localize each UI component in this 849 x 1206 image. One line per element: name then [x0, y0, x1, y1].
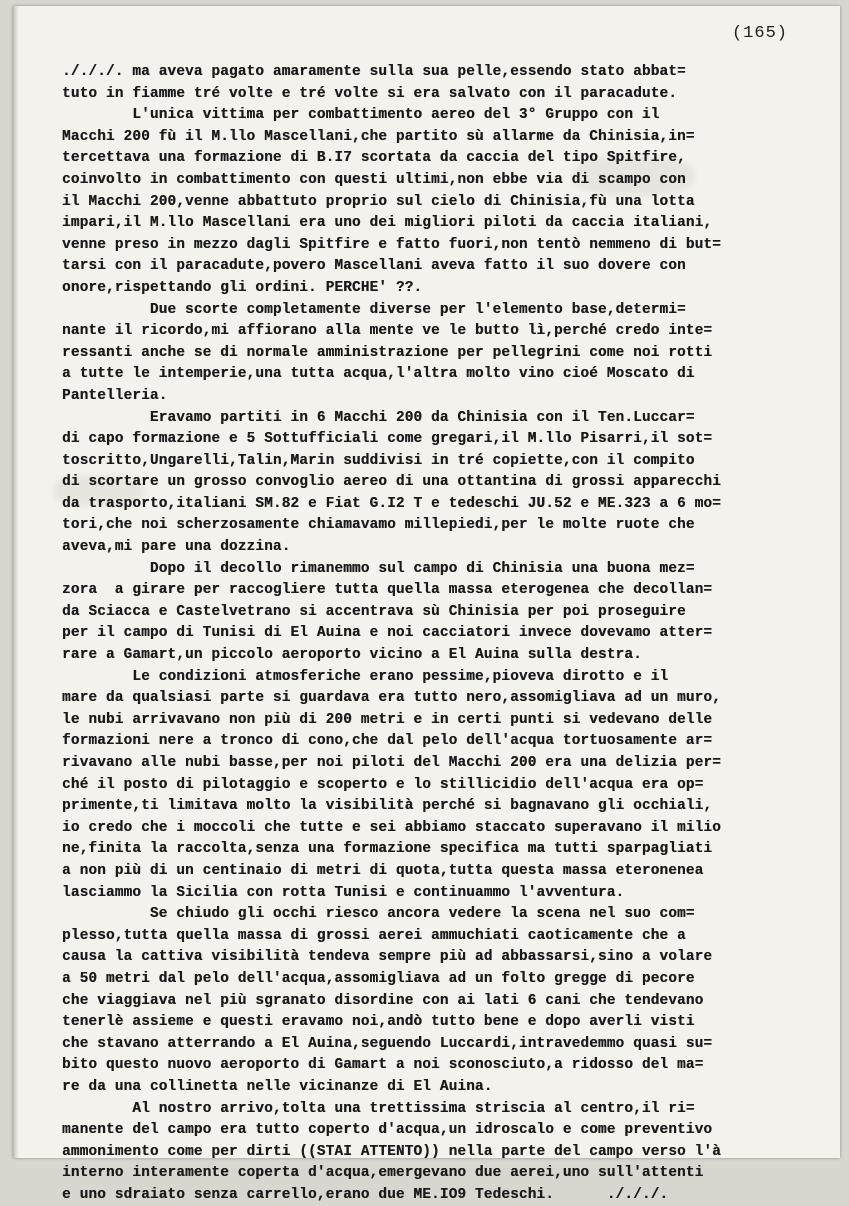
text-line: le nubi arrivavano non più di 200 metri e in certi punti si vedevano delle [62, 711, 713, 728]
text-line: Pantelleria. [62, 387, 168, 404]
text-line: L'unica vittima per combattimento aereo del 3° Gruppo con il [62, 107, 660, 124]
text-line: a 50 metri dal pelo dell'acqua,assomigliava ad un folto gregge di pecore [62, 970, 695, 987]
text-line: aveva,mi pare una dozzina. [62, 539, 291, 556]
text-line: coinvolto in combattimento con questi ultimi,non ebbe via di scampo con [62, 171, 686, 188]
text-line: di capo formazione e 5 Sottufficiali come gregari,il M.llo Pisarri,il sot= [62, 431, 713, 448]
text-line: impari,il M.llo Mascellani era uno dei migliori piloti da caccia italiani, [62, 215, 713, 232]
text-line: rare a Gamart,un piccolo aeroporto vicino a El Auina sulla destra. [62, 647, 642, 664]
text-line: Se chiudo gli occhi riesco ancora vedere la scena nel suo com= [62, 906, 695, 923]
text-line: rivavano alle nubi basse,per noi piloti del Macchi 200 era una delizia per= [62, 755, 721, 771]
text-line: manente del campo era tutto coperto d'acqua,un idroscalo e come preventivo [62, 1122, 713, 1139]
text-line: Due scorte completamente diverse per l'elemento base,determi= [62, 301, 686, 318]
text-line: ressanti anche se di normale amministrazione per pellegrini come noi rotti [62, 344, 713, 361]
text-line: causa la cattiva visibilità tendeva sempre più ad abbassarsi,sino a volare [62, 949, 713, 966]
text-line: Al nostro arrivo,tolta una trettissima striscia al centro,il ri= [62, 1100, 695, 1117]
text-line: tarsi con il paracadute,povero Mascellani aveva fatto il suo dovere con [62, 258, 686, 275]
text-line: primente,ti limitava molto la visibilità perché si bagnavano gli occhiali, [62, 798, 713, 815]
text-line: venne preso in mezzo dagli Spitfire e fatto fuori,non tentò nemmeno di but= [62, 236, 721, 253]
text-line: io credo che i moccoli che tutte e sei abbiamo staccato superavano il milio [62, 819, 721, 836]
text-line: di scortare un grosso convoglio aereo di una ottantina di grossi apparecchi [62, 474, 721, 491]
text-line: Macchi 200 fù il M.llo Mascellani,che partito sù allarme da Chinisia,in= [62, 128, 695, 145]
text-line: toscritto,Ungarelli,Talin,Marin suddivisi in tré copiette,con il compito [62, 452, 695, 469]
text-line: ammonimento come per dirti ((STAI ATTENTO)) nella parte del campo verso l'à [62, 1143, 721, 1160]
text-line: tuto in fiamme tré volte e tré volte si era salvato con il paracadute. [62, 85, 678, 102]
text-line: ne,finita la raccolta,senza una formazione specifica ma tutti sparpagliati [62, 841, 713, 858]
text-line: e uno sdraiato senza carrello,erano due ME.IO9 Tedeschi. ./././. [62, 1186, 669, 1203]
text-line: zora a girare per raccogliere tutta quella massa eterogenea che decollan= [62, 582, 713, 599]
text-line: tenerlè assieme e questi eravamo noi,andò tutto bene e dopo averli visti [62, 1014, 695, 1031]
text-line: plesso,tutta quella massa di grossi aerei ammuchiati caoticamente che a [62, 927, 686, 944]
text-line: che stavano atterrando a El Auina,seguendo Luccardi,intravedemmo quasi su= [62, 1035, 713, 1052]
page-edge [14, 6, 19, 1158]
text-line: da trasporto,italiani SM.82 e Fiat G.I2 T e tedeschi JU.52 e ME.323 a 6 mo= [62, 495, 721, 512]
text-line: mare da qualsiasi parte si guardava era tutto nero,assomigliava ad un muro, [62, 690, 721, 707]
typewritten-text [62, 62, 832, 1206]
text-line: a non più di un centinaio di metri di quota,tutta questa massa eteronenea [62, 862, 704, 879]
text-line: Le condizioni atmosferiche erano pessime,pioveva dirotto e il [62, 668, 669, 685]
text-line: lasciammo la Sicilia con rotta Tunisi e continuammo l'avventura. [62, 884, 625, 901]
text-line: onore,rispettando gli ordini. PERCHE' ??. [62, 279, 423, 296]
text-line: Eravamo partiti in 6 Macchi 200 da Chinisia con il Ten.Luccar= [62, 409, 695, 426]
page-number: (165) [731, 24, 788, 43]
text-line: il Macchi 200,venne abbattuto proprio sul cielo di Chinisia,fù una lotta [62, 193, 695, 210]
text-line: interno interamente coperta d'acqua,emergevano due aerei,uno sull'attenti [62, 1165, 704, 1182]
text-line: per il campo di Tunisi di El Auina e noi cacciatori invece dovevamo atter= [62, 625, 713, 642]
text-line: nante il ricordo,mi affiorano alla mente ve le butto lì,perché credo inte= [62, 323, 713, 340]
text-line: bito questo nuovo aeroporto di Gamart a noi sconosciuto,a ridosso del ma= [62, 1057, 704, 1074]
typed-page [13, 6, 840, 1203]
text-line: re da una collinetta nelle vicinanze di El Auina. [62, 1078, 493, 1095]
text-line: da Sciacca e Castelvetrano si accentrava sù Chinisia per poi proseguire [62, 603, 686, 620]
text-line: tori,che noi scherzosamente chiamavamo millepiedi,per le molte ruote che [62, 517, 695, 534]
text-line: formazioni nere a tronco di cono,che dal pelo dell'acqua tortuosamente ar= [62, 733, 713, 750]
text-line: che viaggiava nel più sgranato disordine con ai lati 6 cani che tendevano [62, 992, 704, 1009]
text-line: ché il posto di pilotaggio e scoperto e lo stillicidio dell'acqua era op= [62, 776, 704, 793]
text-line: a tutte le intemperie,una tutta acqua,l'altra molto vino cioé Moscato di [62, 366, 695, 383]
text-line: Dopo il decollo rimanemmo sul campo di Chinisia una buona mez= [62, 560, 695, 577]
text-line: ./././. ma aveva pagato amaramente sulla sua pelle,essendo stato abbat= [62, 64, 686, 80]
text-line: tercettava una formazione di B.I7 scortata da caccia del tipo Spitfire, [62, 150, 686, 167]
